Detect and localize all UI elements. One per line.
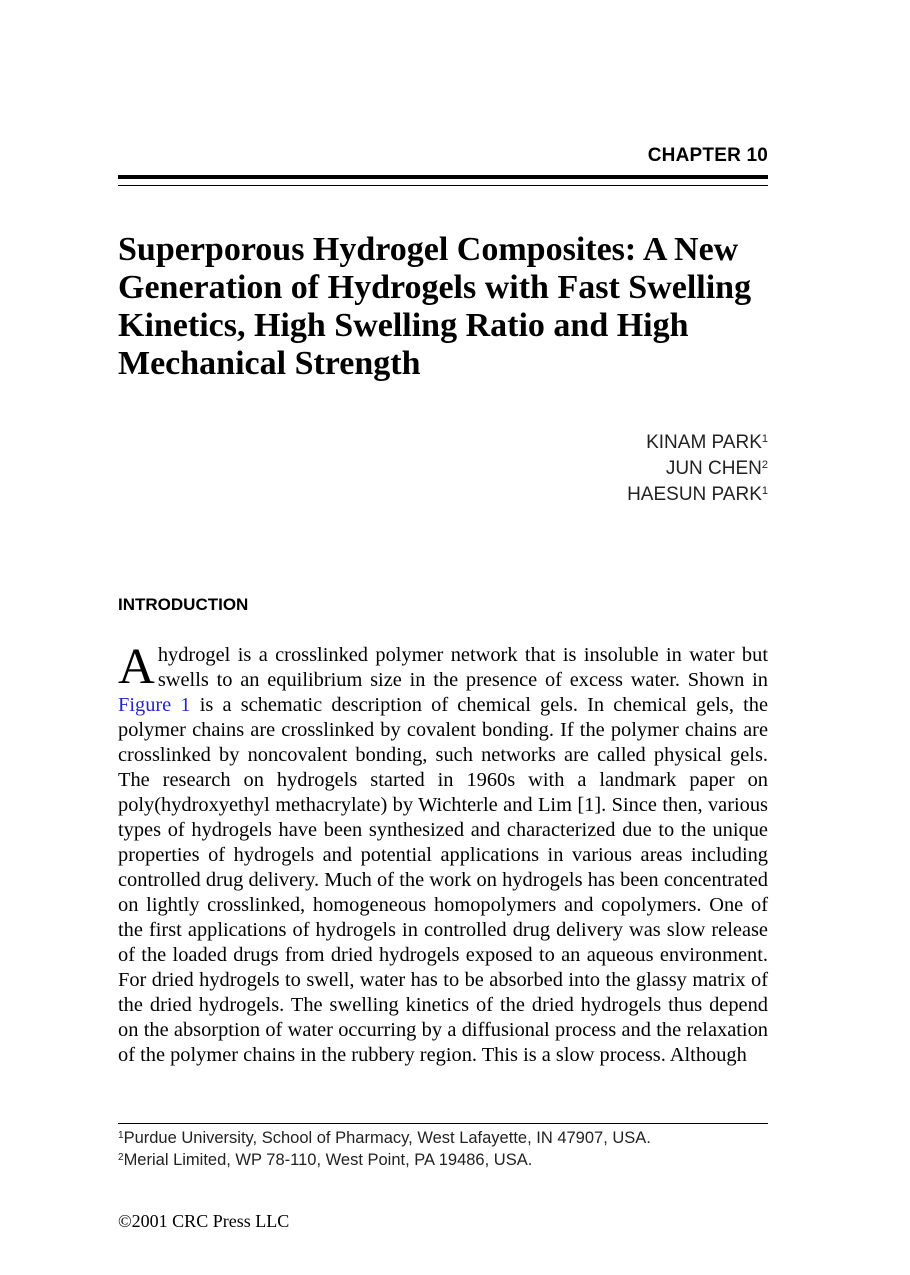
copyright-notice: ©2001 CRC Press LLC: [118, 1211, 290, 1231]
figure-1-link[interactable]: Figure 1: [118, 694, 191, 716]
footnote-mark: 1: [118, 1130, 124, 1141]
footnote-rule: [118, 1123, 768, 1124]
chapter-title: Superporous Hydrogel Composites: A New Generation of Hydrogels with Fast Swelling Kinetics, High Swelling Ratio and High Mechanical Strength: [118, 231, 752, 382]
footnote-mark: 2: [118, 1152, 124, 1163]
section-heading-introduction: INTRODUCTION: [118, 595, 249, 614]
author-list: [118, 430, 768, 508]
chapter-label: CHAPTER 10: [647, 145, 768, 166]
author-name: JUN CHEN: [665, 458, 762, 479]
footnote: [118, 1149, 778, 1171]
drop-cap: A: [118, 639, 155, 695]
author: [118, 456, 768, 482]
footnotes: [118, 1127, 778, 1171]
footnote: [118, 1127, 778, 1149]
footnote-text: Merial Limited, WP 78-110, West Point, PA 19486, USA.: [123, 1151, 533, 1169]
author: [118, 430, 768, 456]
author: [118, 482, 768, 508]
author-name: HAESUN PARK: [627, 484, 762, 505]
affiliation-mark: 1: [761, 433, 768, 445]
affiliation-mark: 1: [761, 485, 768, 497]
affiliation-mark: 2: [761, 459, 768, 471]
paragraph-text-rest: is a schematic description of chemical gels. In chemical gels, the polymer chains are crosslinked by covalent bonding. If the polymer chains are crosslinked by noncovalent bonding, such networks are called physical gels. The research on hydrogels started in 1960s with a landmark paper on poly(hydroxyethyl methacrylate) by Wichterle and Lim [1]. Since then, various types of hydrogels have been synthesized and characterized due to the unique properties of hydrogels and potential applications in various areas including controlled drug delivery. Much of the work on hydrogels has been concentrated on lightly crosslinked, homogeneous homopolymers and copolymers. One of the first applications of hydrogels in controlled drug delivery was slow release of the loaded drugs from dried hydrogels exposed to an aqueous environment. For dried hydrogels to swell, water has to be absorbed into the glassy matrix of the dried hydrogels. The swelling kinetics of the dried hydrogels thus depend on the absorption of water occurring by a diffusional process and the relaxation of the polymer chains in the rubbery region. This is a slow process. Although: [118, 694, 769, 1066]
header-rule-thick: [118, 175, 768, 179]
header-rule-thin: [118, 185, 768, 186]
author-name: KINAM PARK: [646, 432, 762, 453]
footnote-text: Purdue University, School of Pharmacy, West Lafayette, IN 47907, USA.: [123, 1129, 651, 1147]
paragraph-text-start: hydrogel is a crosslinked polymer network that is insoluble in water but swells to an equilibrium size in the presence of excess water. Shown in: [157, 644, 768, 691]
introduction-paragraph: [118, 639, 769, 1068]
